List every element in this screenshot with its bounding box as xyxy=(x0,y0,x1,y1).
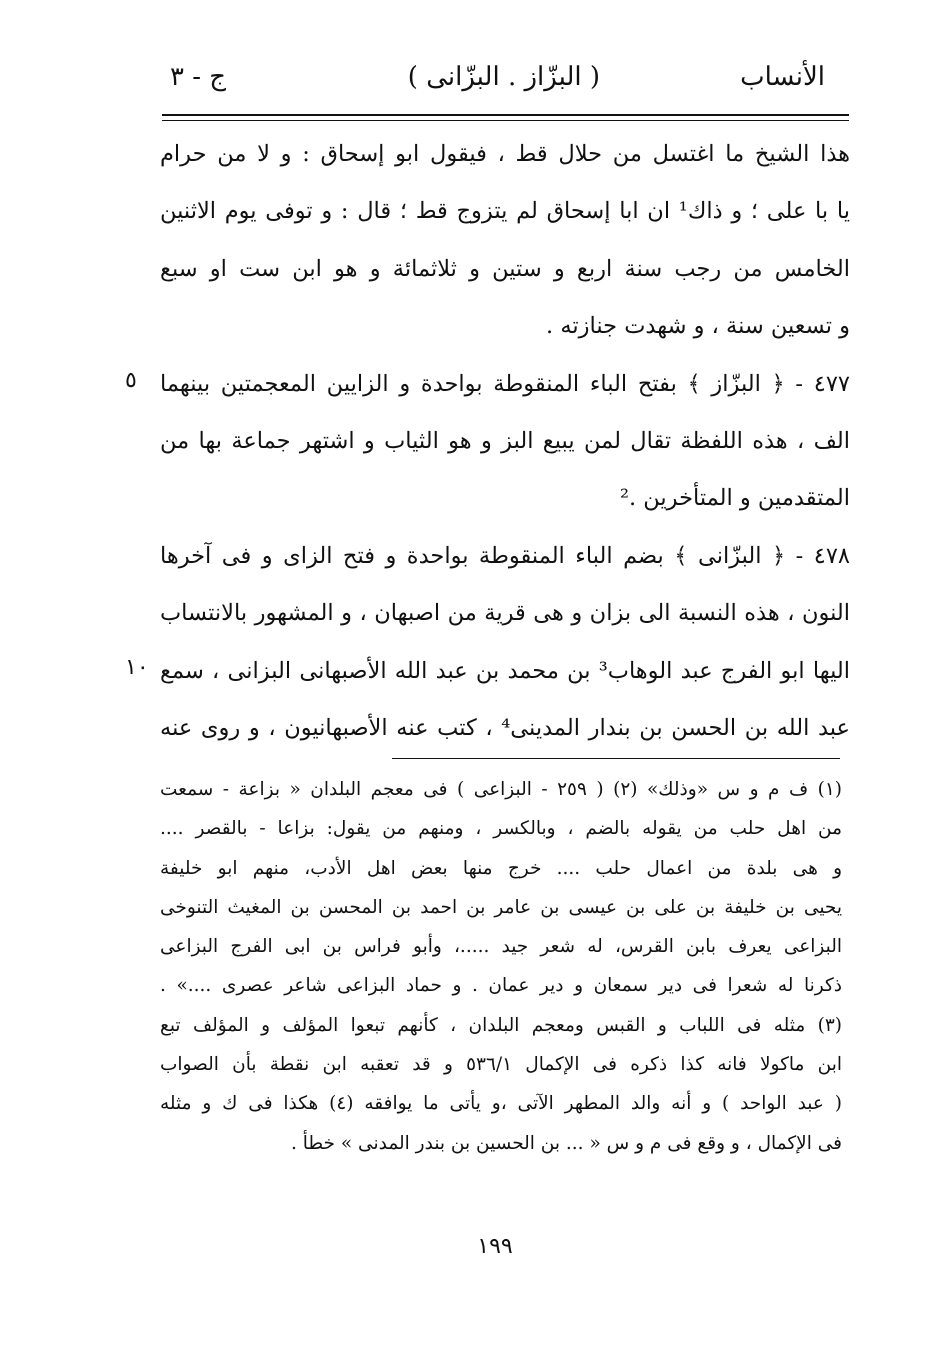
text-line: هذا الشيخ ما اغتسل من حلال قط ، فيقول ابو إسحاق : و لا من حرام xyxy=(160,141,850,167)
footnote-line: يحيى بن خليفة بن على بن عيسى بن عامر بن احمد بن المحسن بن المغيث التنوخى xyxy=(160,896,842,918)
footnote-line: ( عبد الواحد ) و أنه والد المطهر الآتى ،و يأتى ما يوافقه (٤) هكذا فى ك و مثله xyxy=(160,1093,842,1115)
running-header xyxy=(160,58,825,108)
footnote-line: البزاعى يعرف بابن القرس، له شعر جيد .....، وأبو فراس بن ابى الفرج البزاعى xyxy=(160,936,842,958)
main-text xyxy=(160,126,850,757)
footnote-separator xyxy=(392,758,840,759)
footnotes xyxy=(160,770,842,1163)
footnote-line: من اهل حلب من يقوله بالضم ، وبالكسر ، ومنهم من يقول: بزاعا - بالقصر .... xyxy=(160,818,842,840)
header-rule-thick xyxy=(162,114,849,116)
footnote-line: (٣) مثله فى اللباب و القبس ومعجم البلدان ، كأنهم تبعوا المؤلف و المؤلف تبع xyxy=(160,1014,842,1036)
text-line: المتقدمين و المتأخرين .² xyxy=(619,485,850,512)
text-line: يا با على ؛ و ذاك¹ ان ابا إسحاق لم يتزوج قط ؛ قال : و توفى يوم الاثنين xyxy=(160,198,850,225)
page-number: ١٩٩ xyxy=(477,1234,513,1259)
header-book-title: الأنساب xyxy=(740,62,825,92)
margin-line-number-5: ٥ xyxy=(125,368,137,393)
footnote-line: فى الإكمال ، و وقع فى م و س « ... بن الحسين بن بندر المدنى » خطأ . xyxy=(290,1132,842,1154)
text-line: و تسعين سنة ، و شهدت جنازته . xyxy=(546,313,850,340)
footnote-line: (١) ف م و س «وذلك» (٢) ( ٢٥٩ - البزاعى ) فى معجم البلدان « بزاعة - سمعت xyxy=(160,779,842,800)
text-line: اليها ابو الفرج عبد الوهاب³ بن محمد بن عبد الله الأصبهانى البزانى ، سمع xyxy=(160,657,850,684)
text-line: الف ، هذه اللفظة تقال لمن يبيع البز و هو الثياب و اشتهر جماعة بها من xyxy=(160,427,850,454)
footnote-line: و هى بلدة من اعمال حلب .... خرج منها بعض اهل الأدب، منهم ابو خليفة xyxy=(160,857,842,879)
entry-478-heading-line: ٤٧٨ - ﴿ البزّانى ﴾ بضم الباء المنقوطة بواحدة و فتح الزاى و فى آخرها xyxy=(160,542,850,569)
header-volume: ج - ٣ xyxy=(170,62,227,92)
header-entry-range: ( البزّاز . البزّانى ) xyxy=(407,62,600,92)
text-line: عبد الله بن الحسن بن بندار المدينى⁴ ، كتب عنه الأصبهانيون ، و روى عنه xyxy=(160,714,850,741)
footnote-line: ابن ماكولا فانه كذا ذكره فى الإكمال ٥٣٦/١ و قد تعقبه ابن نقطة بأن الصواب xyxy=(160,1054,842,1076)
footnote-line: ذكرنا له شعرا فى دير سمعان و دير عمان . و حماد البزاعى شاعر عصرى ....» . xyxy=(160,975,842,997)
text-line: الخامس من رجب سنة اربع و ستين و ثلاثمائة و هو ابن ست او سبع xyxy=(160,255,850,282)
entry-477-heading-line: ٤٧٧ - ﴿ البزّاز ﴾ بفتح الباء المنقوطة بواحدة و الزايين المعجمتين بينهما xyxy=(160,370,850,397)
text-line: النون ، هذه النسبة الى بزان و هى قرية من اصبهان ، و المشهور بالانتساب xyxy=(160,600,850,627)
margin-line-number-10: ١٠ xyxy=(125,655,149,680)
header-rule-thin xyxy=(162,120,849,121)
